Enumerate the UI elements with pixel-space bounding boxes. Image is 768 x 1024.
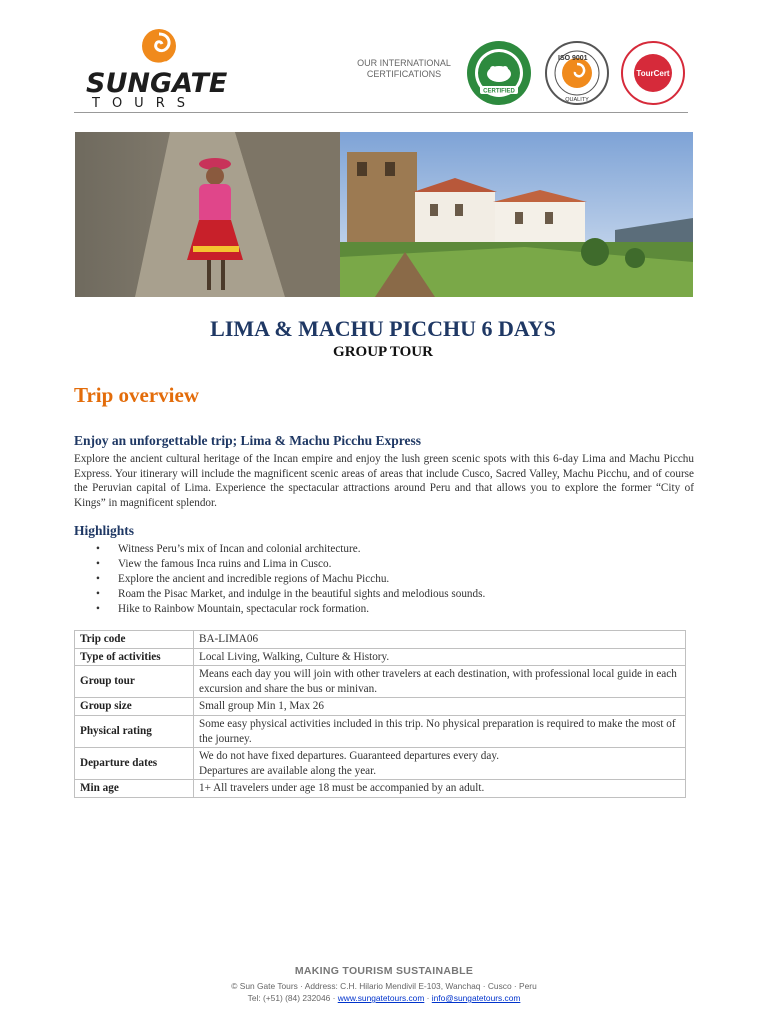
intro-heading: Enjoy an unforgettable trip; Lima & Machu Picchu Express [74,433,421,448]
rainforest-alliance-badge [466,40,532,106]
footer-slogan: MAKING TOURISM SUSTAINABLE [294,965,474,977]
highlights-list [96,542,485,617]
table-row [75,698,686,716]
list-item: • View the famous Inca ruins and Lima in Cusco. [96,557,485,572]
page-title: LIMA & MACHU PICCHU 6 DAYS [210,316,556,341]
list-item: • Explore the ancient and incredible regions of Machu Picchu. [96,572,485,587]
list-item: • Hike to Rainbow Mountain, spectacular rock formation. [96,602,485,617]
row-value: Means each day you will join with other travelers at each destination, with professional local guide in each excursion and share the bus or minivan. [194,666,686,698]
row-label: Group tour [75,666,194,698]
row-value: Some easy physical activities included in this trip. No physical preparation is required to make the most of the journey. [194,715,686,747]
intro-paragraph: Explore the ancient cultural heritage of the Incan empire and enjoy the lush green scenic spots with this 6-day Lima and Machu Picchu Express. Your itinerary will include the magnificent scenic areas of areas that include Cusco, Sacred Valley, Machu Picchu, and of course the Peruvian capital of Lima. Experience the spectacular attractions around Peru and that allows you to explore the former “City of Kings” in magnificent splendor. [74,453,694,509]
email-link[interactable]: info@sungatetours.com [431,993,521,1003]
footer-contact [0,993,768,1003]
page-subtitle: GROUP TOUR [333,344,433,360]
banner-photo [75,132,693,297]
table-row [75,780,686,798]
logo-subtitle: TOURS [92,96,197,111]
row-label: Trip code [75,631,194,649]
certifications-label: OUR INTERNATIONAL CERTIFICATIONS [357,58,451,79]
table-row [75,631,686,649]
row-value: BA-LIMA06 [194,631,686,649]
trip-info-table [74,630,686,798]
row-label: Type of activities [75,648,194,666]
website-link[interactable]: www.sungatetours.com [337,993,425,1003]
table-row [75,715,686,747]
badge-text: ISO 9001 [558,55,588,62]
tourcert-badge [620,40,686,106]
sungate-logo [86,26,228,111]
table-row [75,666,686,698]
row-value: 1+ All travelers under age 18 must be accompanied by an adult. [194,780,686,798]
iso-9001-badge [544,40,610,106]
row-label: Departure dates [75,748,194,780]
list-item: • Roam the Pisac Market, and indulge in the beautiful sights and melodious sounds. [96,587,485,602]
badge-text: QUALITY [565,97,589,103]
table-row [75,648,686,666]
header-divider [74,112,688,113]
footer-separator: · [424,993,432,1003]
logo-wordmark: SUNGATE [86,68,228,99]
badge-text: CERTIFIED [483,88,515,95]
badge-text: TourCert [636,69,670,78]
page-header [74,22,688,114]
row-label: Physical rating [75,715,194,747]
row-value: We do not have fixed departures. Guaranteed departures every day. Departures are available along the year. [194,748,686,780]
row-value: Small group Min 1, Max 26 [194,698,686,716]
trip-overview-heading: Trip overview [74,383,199,407]
table-row [75,748,686,780]
footer-tel: Tel: (+51) (84) 232046 · [247,993,338,1003]
list-item: • Witness Peru’s mix of Incan and colonial architecture. [96,542,485,557]
row-value: Local Living, Walking, Culture & History. [194,648,686,666]
footer-address: © Sun Gate Tours · Address: C.H. Hilario Mendivil E-103, Wanchaq · Cusco · Peru [231,981,537,991]
row-label: Min age [75,780,194,798]
highlights-heading: Highlights [74,523,135,538]
row-label: Group size [75,698,194,716]
